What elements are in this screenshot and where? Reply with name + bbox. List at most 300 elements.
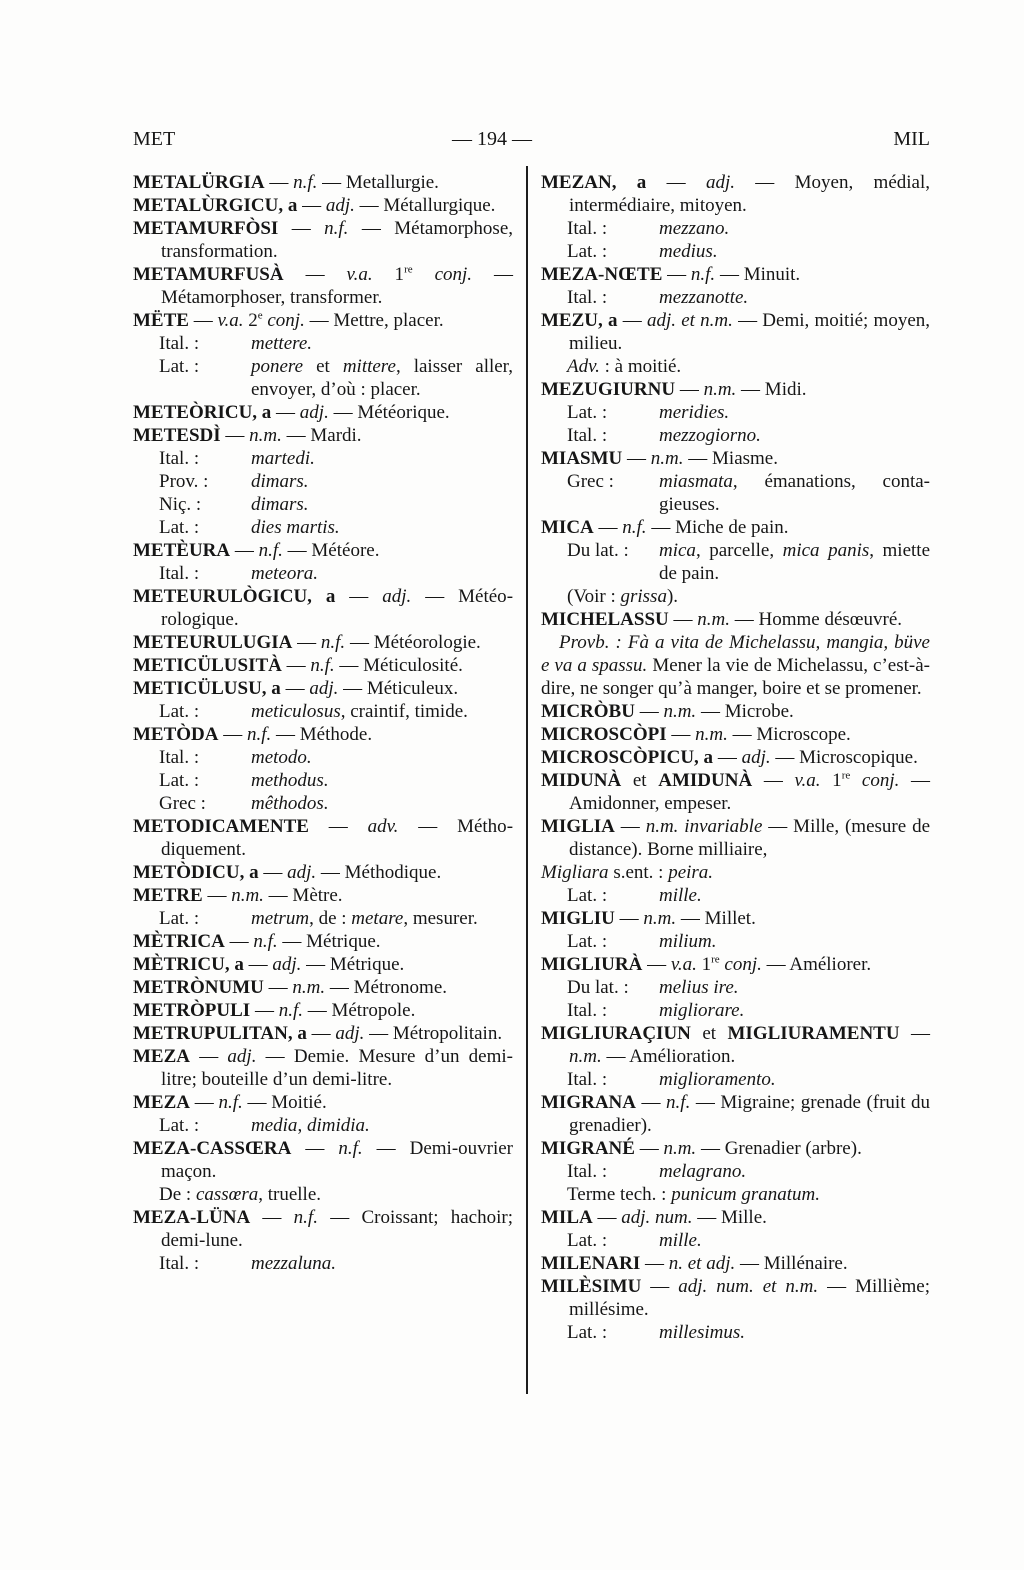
- headword-text: MEZAN, a: [541, 172, 647, 193]
- plain-text: — Méticulosité.: [334, 655, 463, 676]
- running-head-left-word: MET: [133, 128, 176, 150]
- italic-text: peira.: [668, 862, 714, 883]
- italic-text: adj.: [382, 586, 412, 607]
- headword-text: METEURULÒGICU, a: [133, 586, 336, 607]
- plain-text: — Moitié.: [242, 1092, 327, 1113]
- plain-text: (Voir :: [567, 586, 621, 607]
- italic-text: Migliara: [541, 862, 609, 883]
- plain-text: —: [218, 724, 247, 745]
- dictionary-entry: [541, 1091, 930, 1137]
- etymon-text: [659, 240, 930, 263]
- column-1: [541, 171, 930, 1394]
- plain-text: —: [283, 264, 347, 285]
- etymon-text: [251, 769, 513, 792]
- entry-headline: [133, 401, 513, 424]
- etymon-text: [251, 355, 513, 401]
- etymology-line: [159, 1252, 513, 1275]
- plain-text: —: [614, 816, 646, 837]
- italic-text: n.m.: [650, 448, 684, 469]
- headword-text: METRÒPULI: [133, 1000, 251, 1021]
- italic-text: adj. num. et n.m.: [678, 1276, 819, 1297]
- plain-text: — Métronome.: [325, 977, 448, 998]
- dictionary-entry: [133, 976, 513, 999]
- italic-text: adj.: [287, 862, 317, 883]
- italic-text: n.f.: [666, 1092, 691, 1113]
- entry-headline: [133, 1022, 513, 1045]
- dictionary-entry: [133, 999, 513, 1022]
- entry-note-line: [159, 1183, 513, 1206]
- headword-text: METAMURFUSÀ: [133, 264, 284, 285]
- etymon-text: [251, 562, 513, 585]
- headword-text: MEZA: [133, 1092, 190, 1113]
- italic-text: v.a.: [346, 264, 373, 285]
- etymology-line: [159, 700, 513, 723]
- etymon-text: [659, 539, 930, 585]
- italic-text: adv.: [367, 816, 399, 837]
- italic-text: dimars.: [251, 494, 309, 515]
- italic-text: adj.: [299, 402, 329, 423]
- italic-text: migliorare.: [659, 1000, 745, 1021]
- dictionary-entry: [133, 171, 513, 194]
- language-label: Du lat. :: [567, 540, 629, 561]
- entry-headline: [133, 263, 513, 309]
- plain-text: —: [224, 931, 254, 952]
- italic-text: melius ire.: [659, 977, 739, 998]
- dictionary-entry: [133, 1206, 513, 1275]
- etymon-text: [251, 332, 513, 355]
- plain-text: — Grenadier (arbre).: [696, 1138, 862, 1159]
- plain-text: —: [636, 1092, 667, 1113]
- italic-text: mêthodos.: [251, 793, 329, 814]
- language-label: Ital. :: [567, 287, 608, 308]
- plain-text: — Méticuleux.: [338, 678, 459, 699]
- plain-text: —: [220, 425, 250, 446]
- dictionary-entry: [541, 1206, 930, 1252]
- dictionary-entry: [541, 263, 930, 309]
- superscript-text: re: [711, 953, 720, 966]
- language-label: Lat. :: [159, 701, 200, 722]
- entry-headline: [133, 1206, 513, 1252]
- headword-text: MEZA-CASSŒRA: [133, 1138, 292, 1159]
- dictionary-entry: [133, 677, 513, 723]
- italic-text: n.f.: [310, 655, 335, 676]
- dictionary-entry: [541, 309, 930, 378]
- dictionary-entry: [541, 1137, 930, 1206]
- plain-text: 1: [372, 264, 405, 285]
- etymology-line: [159, 746, 513, 769]
- plain-text: — Moyen, médial, intermédiaire, mitoyen.: [569, 172, 930, 216]
- headword-text: MIDUNÀ: [541, 770, 622, 791]
- etymology-line: [567, 976, 930, 999]
- italic-text: adj.: [272, 954, 302, 975]
- plain-text: — Améliorer.: [761, 954, 872, 975]
- etymon-text: [251, 792, 513, 815]
- dictionary-entry: [133, 815, 513, 861]
- language-label: Lat. :: [159, 908, 200, 929]
- headword-text: MEZA: [133, 1046, 190, 1067]
- headword-text: METEURULUGIA: [133, 632, 293, 653]
- italic-text: metodo.: [251, 747, 312, 768]
- entry-headline: [541, 700, 930, 723]
- italic-text: mezzaluna.: [251, 1253, 336, 1274]
- headword-text: METÒDA: [133, 724, 219, 745]
- italic-text: cassœra: [195, 1184, 259, 1205]
- italic-text: metrum: [251, 908, 310, 929]
- entry-headline: [133, 677, 513, 700]
- italic-text: n.m.: [292, 977, 326, 998]
- headword-text: AMIDUNÀ: [658, 770, 753, 791]
- plain-text: —: [188, 310, 218, 331]
- headword-text: METÈURA: [133, 540, 231, 561]
- language-label: Lat. :: [159, 517, 200, 538]
- italic-text: adj.: [325, 195, 355, 216]
- italic-text: n.m.: [569, 1046, 602, 1067]
- entry-headline: [541, 1091, 930, 1137]
- dictionary-entry: [133, 424, 513, 539]
- entry-headline: [133, 217, 513, 263]
- italic-text: Adv.: [567, 356, 600, 377]
- dictionary-entry: [133, 401, 513, 424]
- language-label: Ital. :: [159, 563, 200, 584]
- plain-text: — Mardi.: [281, 425, 362, 446]
- entry-headline: [541, 746, 930, 769]
- language-label: Lat. :: [159, 1115, 200, 1136]
- italic-text: v.a.: [217, 310, 244, 331]
- page-number: — 194 —: [452, 128, 532, 150]
- dictionary-entry: [541, 1252, 930, 1275]
- entry-headline: [541, 309, 930, 355]
- etymon-text: [659, 424, 930, 447]
- etymology-line: [567, 401, 930, 424]
- plain-text: Terme tech. :: [567, 1184, 672, 1205]
- dictionary-entry: [133, 884, 513, 930]
- entry-headline: [541, 171, 930, 217]
- italic-text: medius.: [659, 241, 718, 262]
- entry-headline: [541, 723, 930, 746]
- headword-text: MIGLIURÀ: [541, 954, 643, 975]
- plain-text: De :: [159, 1184, 196, 1205]
- plain-text: — Mettre, placer.: [304, 310, 444, 331]
- column-gutter: [513, 171, 541, 1394]
- etymology-line: [567, 1160, 930, 1183]
- page-body: [133, 171, 930, 1394]
- italic-text: ponere: [251, 356, 304, 377]
- headword-text: METALÜRGIA: [133, 172, 265, 193]
- headword-text: MICROSCÒPI: [541, 724, 667, 745]
- dictionary-entry: [541, 815, 930, 907]
- headword-text: METRE: [133, 885, 203, 906]
- italic-text: adj. num.: [621, 1207, 693, 1228]
- dictionary-entry: [133, 953, 513, 976]
- plain-text: —: [666, 724, 696, 745]
- italic-text: dies martis.: [251, 517, 340, 538]
- dictionary-entry: [541, 447, 930, 516]
- etymology-line: [159, 792, 513, 815]
- plain-text: —: [230, 540, 259, 561]
- plain-text: — Migraine; grenade (fruit du grenadier).: [569, 1092, 931, 1136]
- plain-text: [413, 264, 435, 285]
- plain-text: — Homme désœuvré.: [729, 609, 903, 630]
- plain-text: , laisser aller, envoyer, d’où : placer.: [251, 356, 513, 400]
- language-label: Grec :: [159, 793, 206, 814]
- dictionary-entry: [133, 1045, 513, 1091]
- italic-text: conj.: [434, 264, 473, 285]
- language-label: Lat. :: [159, 356, 200, 377]
- plain-text: —: [190, 1092, 219, 1113]
- italic-text: n.m.: [231, 885, 264, 906]
- plain-text: —: [622, 448, 651, 469]
- plain-text: ).: [666, 586, 679, 607]
- entry-headline: [541, 815, 930, 861]
- etymon-text: [659, 1068, 930, 1091]
- etymon-text: [251, 470, 513, 493]
- plain-text: : à moitié.: [599, 356, 682, 377]
- etymology-line: [159, 769, 513, 792]
- italic-text: adj.: [227, 1046, 257, 1067]
- etymon-text: [659, 470, 930, 516]
- italic-text: n.f.: [338, 1138, 363, 1159]
- language-label: Ital. :: [159, 747, 200, 768]
- italic-text: n.m.: [663, 1138, 697, 1159]
- etymology-line: [567, 1321, 930, 1344]
- etymology-line: [159, 562, 513, 585]
- italic-text: mittere: [342, 356, 396, 377]
- plain-text: — Métrique.: [277, 931, 381, 952]
- dictionary-entry: [541, 516, 930, 608]
- dictionary-entry: [541, 953, 930, 1022]
- etymon-text: [251, 907, 513, 930]
- running-head: [133, 128, 930, 154]
- italic-text: adj.: [741, 747, 771, 768]
- plain-text: —: [306, 1023, 336, 1044]
- language-label: Ital. :: [567, 1069, 608, 1090]
- dictionary-entry: [541, 700, 930, 723]
- italic-text: meridies.: [659, 402, 730, 423]
- etymon-text: [251, 1114, 513, 1137]
- plain-text: — Méthodique.: [316, 862, 442, 883]
- plain-text: —: [634, 1138, 664, 1159]
- italic-text: mica panis: [782, 540, 870, 561]
- plain-text: —: [297, 195, 326, 216]
- plain-text: — Métropole.: [302, 1000, 416, 1021]
- entry-headline: [541, 378, 930, 401]
- headword-text: MIGLIU: [541, 908, 615, 929]
- dictionary-entry: [133, 654, 513, 677]
- dictionary-entry: [133, 585, 513, 631]
- italic-text: n.m.: [663, 701, 697, 722]
- superscript-text: re: [404, 263, 413, 276]
- etymon-text: [251, 1252, 513, 1275]
- language-label: Ital. :: [567, 1161, 608, 1182]
- plain-text: —: [263, 977, 293, 998]
- italic-text: n.f.: [253, 931, 278, 952]
- plain-text: et: [690, 1023, 728, 1044]
- entry-note-line: [567, 355, 930, 378]
- entry-headline: [541, 608, 930, 631]
- italic-text: n.f.: [258, 540, 283, 561]
- language-label: Lat. :: [159, 770, 200, 791]
- italic-text: n.f.: [320, 632, 346, 653]
- dictionary-entry: [541, 746, 930, 769]
- dictionary-entry: [133, 631, 513, 654]
- headword-text: MICRÒBU: [541, 701, 635, 722]
- headword-text: MÈTRICU, a: [133, 954, 244, 975]
- etymology-line: [567, 470, 930, 516]
- entry-headline: [541, 1022, 930, 1068]
- dictionary-entry: [133, 930, 513, 953]
- dictionary-entry: [133, 1091, 513, 1137]
- plain-text: —: [662, 264, 691, 285]
- italic-text: melagrano.: [659, 1161, 747, 1182]
- plain-text: —: [899, 1023, 930, 1044]
- italic-text: punicum granatum.: [671, 1184, 821, 1205]
- plain-text: —: [675, 379, 704, 400]
- etymology-line: [567, 999, 930, 1022]
- headword-text: MIGLIURAÇIUN: [541, 1023, 691, 1044]
- language-label: Lat. :: [567, 1322, 608, 1343]
- dictionary-entry: [133, 263, 513, 309]
- headword-text: MEZUGIURNU: [541, 379, 676, 400]
- entry-headline: [133, 953, 513, 976]
- dictionary-entry: [541, 1022, 930, 1091]
- plain-text: — Météorologie.: [345, 632, 481, 653]
- plain-text: —: [291, 1138, 339, 1159]
- plain-text: — Métamorphoser, transformer.: [161, 264, 514, 308]
- etymology-line: [567, 930, 930, 953]
- plain-text: et: [303, 356, 343, 377]
- etymology-line: [159, 447, 513, 470]
- plain-text: — Métamorphose, transformation.: [161, 218, 513, 262]
- entry-headline: [133, 309, 513, 332]
- plain-text: — Microscope.: [727, 724, 851, 745]
- plain-text: —: [713, 747, 742, 768]
- italic-text: conj.: [861, 770, 900, 791]
- plain-text: , parcelle,: [695, 540, 783, 561]
- dictionary-entry: [133, 194, 513, 217]
- dictionary-entry: [541, 907, 930, 953]
- etymon-text: [251, 493, 513, 516]
- headword-text: MICHELASSU: [541, 609, 669, 630]
- italic-text: mettere.: [251, 333, 313, 354]
- entry-note-line: [541, 861, 930, 884]
- plain-text: —: [641, 1276, 679, 1297]
- headword-text: METRÒNUMU: [133, 977, 264, 998]
- etymology-line: [159, 493, 513, 516]
- etymon-text: [659, 1160, 930, 1183]
- plain-text: — Mille, (mesure de distance). Borne milliaire,: [569, 816, 930, 860]
- superscript-text: e: [257, 309, 263, 322]
- language-label: Ital. :: [159, 333, 200, 354]
- etymon-text: [251, 516, 513, 539]
- entry-headline: [133, 815, 513, 861]
- plain-text: —: [258, 862, 288, 883]
- plain-text: — Demi-ouvrier maçon.: [161, 1138, 514, 1182]
- italic-text: v.a.: [670, 954, 697, 975]
- headword-text: MICA: [541, 517, 594, 538]
- headword-text: MILENARI: [541, 1253, 641, 1274]
- italic-text: miglioramento.: [659, 1069, 776, 1090]
- entry-headline: [133, 654, 513, 677]
- plain-text: —: [752, 770, 795, 791]
- etymon-text: [659, 976, 930, 999]
- headword-text: METÒDICU, a: [133, 862, 259, 883]
- plain-text: —: [202, 885, 232, 906]
- column-0: [133, 171, 513, 1394]
- italic-text: n.f.: [293, 1207, 318, 1228]
- etymon-text: [659, 884, 930, 907]
- plain-text: —: [668, 609, 698, 630]
- headword-text: MICROSCÒPICU, a: [541, 747, 714, 768]
- entry-headline: [133, 1045, 513, 1091]
- etymon-text: [251, 746, 513, 769]
- headword-text: MILA: [541, 1207, 593, 1228]
- headword-text: MIGRANÉ: [541, 1138, 635, 1159]
- entry-headline: [133, 861, 513, 884]
- etymology-line: [567, 424, 930, 447]
- plain-text: — Météorique.: [328, 402, 450, 423]
- entry-headline: [133, 976, 513, 999]
- plain-text: —: [190, 1046, 228, 1067]
- etymology-line: [159, 355, 513, 401]
- headword-text: MIGLIURAMENTU: [727, 1023, 900, 1044]
- etymology-line: [567, 539, 930, 585]
- plain-text: —: [614, 908, 644, 929]
- entry-headline: [133, 999, 513, 1022]
- plain-text: —: [281, 655, 311, 676]
- language-label: Lat. :: [567, 1230, 608, 1251]
- plain-text: , émanations, contagieuses.: [659, 471, 930, 515]
- headword-text: MEZA-NŒTE: [541, 264, 663, 285]
- language-label: Du lat. :: [567, 977, 629, 998]
- italic-text: n.m.: [695, 724, 728, 745]
- etymology-line: [567, 884, 930, 907]
- entry-headline: [541, 953, 930, 976]
- entry-headline: [133, 585, 513, 631]
- dictionary-entry: [133, 1137, 513, 1206]
- entry-note-line: [541, 631, 930, 700]
- entry-headline: [541, 1206, 930, 1229]
- italic-text: n.f.: [293, 172, 318, 193]
- plain-text: — Microscopique.: [770, 747, 918, 768]
- plain-text: —: [278, 218, 325, 239]
- plain-text: — Amélioration.: [601, 1046, 736, 1067]
- plain-text: —: [634, 701, 664, 722]
- italic-text: methodus.: [251, 770, 329, 791]
- language-label: Niç. :: [159, 494, 202, 515]
- headword-text: MEZA-LÜNA: [133, 1207, 251, 1228]
- plain-text: — Midi.: [736, 379, 807, 400]
- italic-text: n.f.: [218, 1092, 243, 1113]
- entry-headline: [133, 1091, 513, 1114]
- headword-text: MIGLIA: [541, 816, 615, 837]
- plain-text: — Amidonner, empeser.: [569, 770, 931, 814]
- headword-text: MËTE: [133, 310, 189, 331]
- plain-text: — Millet.: [676, 908, 756, 929]
- plain-text: —: [592, 1207, 622, 1228]
- plain-text: , mesurer.: [403, 908, 478, 929]
- plain-text: ,: [297, 1115, 307, 1136]
- entry-headline: [541, 907, 930, 930]
- language-label: Prov. :: [159, 471, 209, 492]
- headword-text: METALÙRGICU, a: [133, 195, 298, 216]
- italic-text: meteora.: [251, 563, 319, 584]
- entry-headline: [133, 424, 513, 447]
- plain-text: —: [335, 586, 383, 607]
- language-label: Ital. :: [567, 1000, 608, 1021]
- entry-headline: [133, 539, 513, 562]
- plain-text: — Métropolitain.: [364, 1023, 503, 1044]
- language-label: Ital. :: [159, 1253, 200, 1274]
